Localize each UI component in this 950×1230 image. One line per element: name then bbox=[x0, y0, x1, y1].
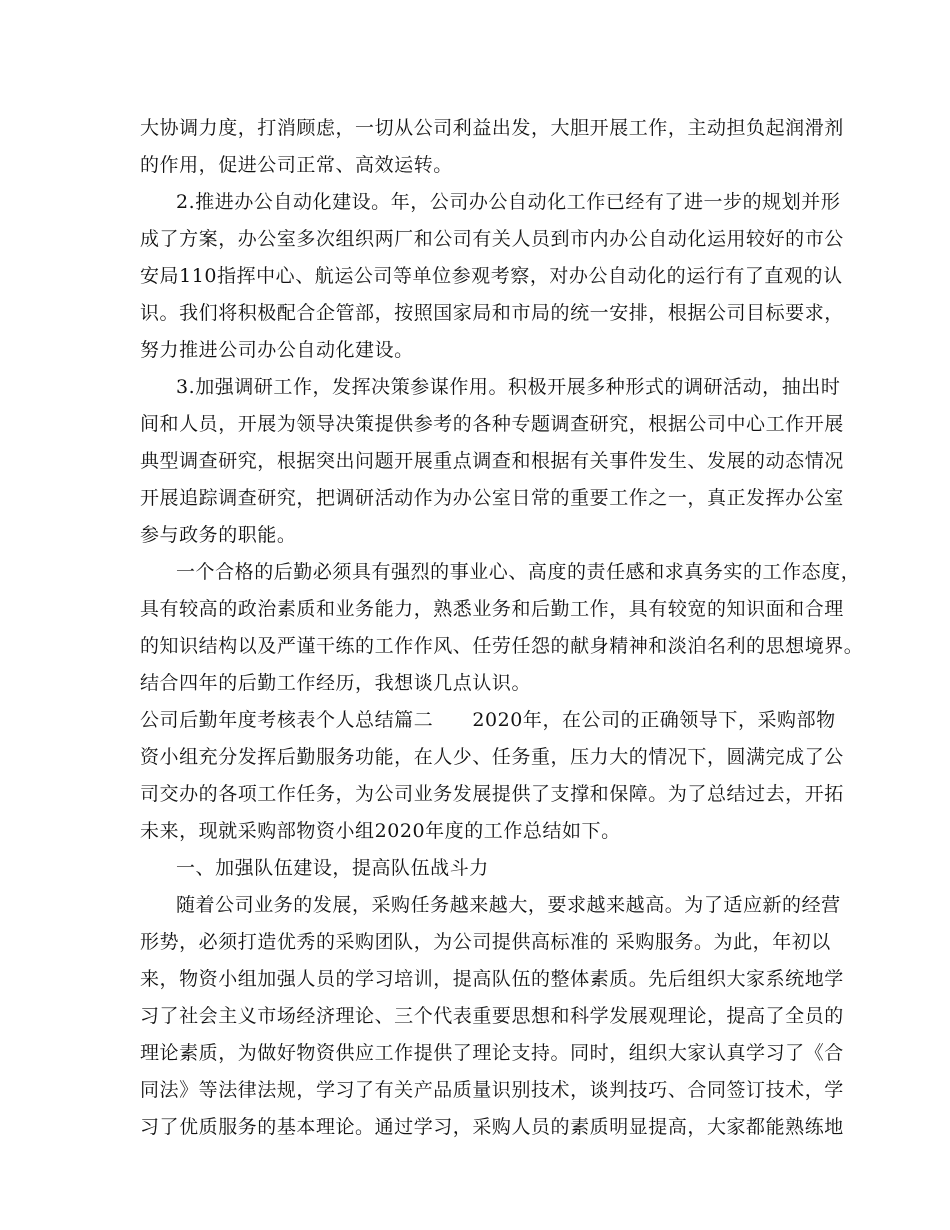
text-line: 随着公司业务的发展，采购任务越来越大，要求越来越高。为了适应新的经营 bbox=[176, 894, 841, 916]
text-line: 2.推进办公自动化建设。年，公司办公自动化工作已经有了进一步的规划并形 bbox=[176, 191, 841, 213]
text-line: 参与政务的职能。 bbox=[140, 524, 297, 546]
text-line: 来，物资小组加强人员的学习培训，提高队伍的整体素质。先后组织大家系统地学 bbox=[140, 968, 844, 990]
text-line: 形势，必须打造优秀的采购团队，为公司提供高标准的 采购服务。为此，年初以 bbox=[140, 931, 831, 953]
text-line: 习了优质服务的基本理论。通过学习，采购人员的素质明显提高，大家都能熟练地 bbox=[140, 1116, 844, 1138]
text-line: 具有较高的政治素质和业务能力，熟悉业务和后勤工作，具有较宽的知识面和合理 bbox=[140, 598, 844, 620]
text-line: 习了社会主义市场经济理论、三个代表重要思想和科学发展观理论，提高了全员的 bbox=[140, 1005, 844, 1027]
text-line: 努力推进公司办公自动化建设。 bbox=[140, 339, 414, 361]
text-line: 3.加强调研工作，发挥决策参谋作用。积极开展多种形式的调研活动，抽出时 bbox=[176, 376, 841, 398]
text-line: 的知识结构以及严谨干练的工作作风、任劳任怨的献身精神和淡泊名利的思想境界。 bbox=[140, 635, 864, 657]
subsection-heading: 一、加强队伍建设，提高队伍战斗力 bbox=[176, 857, 489, 879]
text-line: 司交办的各项工作任务，为公司业务发展提供了支撑和保障。为了总结过去，开拓 bbox=[140, 783, 844, 805]
text-line: 识。我们将积极配合企管部，按照国家局和市局的统一安排，根据公司目标要求， bbox=[140, 302, 844, 324]
text-line: 一个合格的后勤必须具有强烈的事业心、高度的责任感和求真务实的工作态度， bbox=[176, 561, 861, 583]
text-line: 结合四年的后勤工作经历，我想谈几点认识。 bbox=[140, 672, 532, 694]
section-heading-line: 公司后勤年度考核表个人总结篇二 2020年，在公司的正确领导下，采购部物 bbox=[140, 709, 836, 731]
text-line: 开展追踪调查研究，把调研活动作为办公室日常的重要工作之一，真正发挥办公室 bbox=[140, 487, 844, 509]
text-line: 资小组充分发挥后勤服务功能，在人少、任务重，压力大的情况下，圆满完成了公 bbox=[140, 746, 844, 768]
text-line: 同法》等法律法规，学习了有关产品质量识别技术，谈判技巧、合同签订技术，学 bbox=[140, 1079, 844, 1101]
text-line: 未来，现就采购部物资小组2020年度的工作总结如下。 bbox=[140, 820, 621, 842]
text-line: 理论素质，为做好物资供应工作提供了理论支持。同时，组织大家认真学习了《合 bbox=[140, 1042, 844, 1064]
text-line: 间和人员，开展为领导决策提供参考的各种专题调查研究，根据公司中心工作开展 bbox=[140, 413, 844, 435]
text-line: 安局110指挥中心、航运公司等单位参观考察，对办公自动化的运行有了直观的认 bbox=[140, 265, 843, 287]
text-line: 典型调查研究，根据突出问题开展重点调查和根据有关事件发生、发展的动态情况 bbox=[140, 450, 844, 472]
text-line: 大协调力度，打消顾虑，一切从公司利益出发，大胆开展工作，主动担负起润滑剂 bbox=[140, 117, 844, 139]
text-line: 的作用，促进公司正常、高效运转。 bbox=[140, 154, 453, 176]
text-line: 成了方案，办公室多次组织两厂和公司有关人员到市内办公自动化运用较好的市公 bbox=[140, 228, 844, 250]
